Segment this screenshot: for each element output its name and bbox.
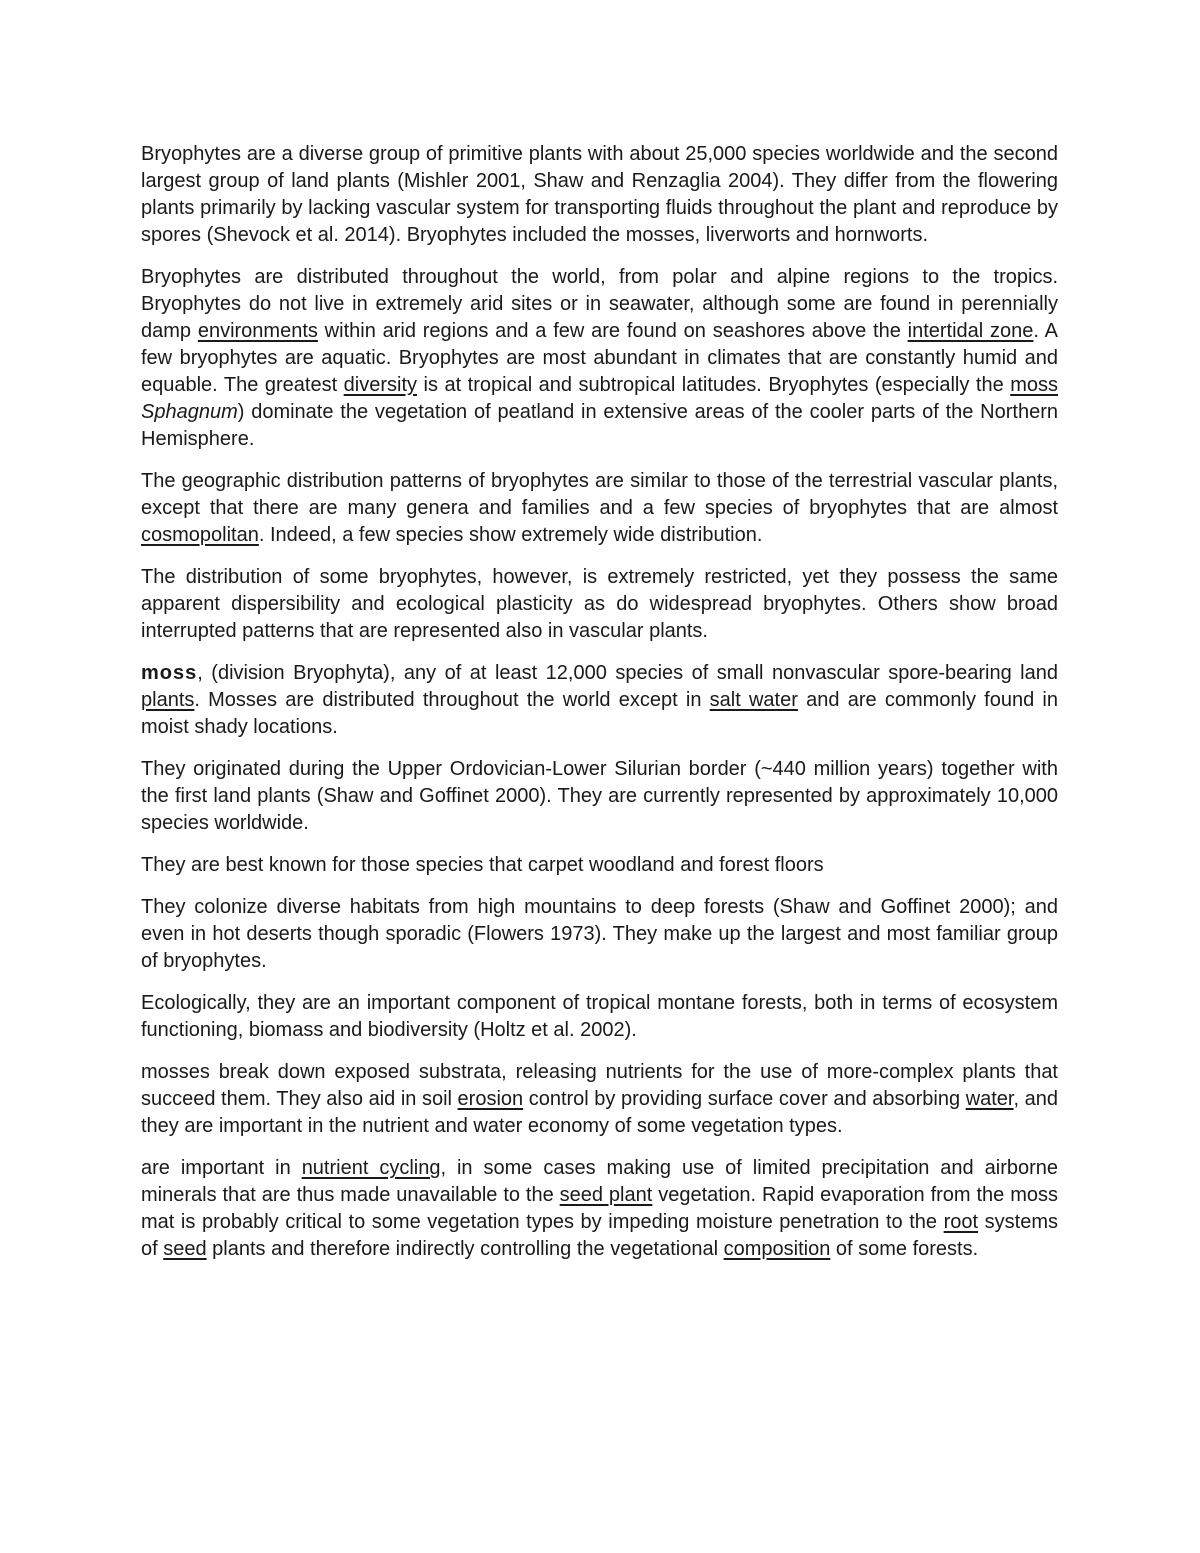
hyperlink[interactable]: intertidal zone — [907, 320, 1034, 342]
text-run: Bryophytes are a diverse group of primitive plants with about 25,000 species worldwide and the second largest group of land plants (Mishler 2001, Shaw and Renzaglia 2004). They differ from the flowering plants primarily by lacking vascular system for transporting fluids throughout the plant and reproduce by spores (Shevock et al. 2014). Bryophytes included the mosses, liverworts and hornworts. — [141, 143, 1058, 246]
paragraph-11 — [141, 1155, 1058, 1263]
hyperlink[interactable]: salt water — [709, 689, 798, 711]
paragraph-9 — [141, 990, 1058, 1044]
text-run: are important in — [141, 1157, 302, 1179]
text-run: . A few bryophytes are aquatic. Bryophytes are most abundant in climates that are constantly humid and equable. The greatest — [141, 320, 1058, 396]
text-run: control by providing surface cover and absorbing — [523, 1088, 966, 1110]
paragraph-5 — [141, 660, 1058, 741]
text-run: , (division Bryophyta), any of at least 12,000 species of small nonvascular spore-bearing land — [197, 662, 1058, 684]
text-run: , in some cases making use of limited precipitation and airborne minerals that are thus made unavailable to the — [141, 1157, 1059, 1206]
paragraph-7 — [141, 852, 1058, 879]
text-run: The geographic distribution patterns of bryophytes are similar to those of the terrestrial vascular plants, except that there are many genera and families and a few species of bryophytes that are almost — [141, 470, 1058, 519]
paragraph-10 — [141, 1059, 1058, 1140]
paragraph-1 — [141, 141, 1058, 249]
italic-term: Sphagnum — [141, 401, 238, 423]
paragraph-3 — [141, 468, 1058, 549]
text-run: . Indeed, a few species show extremely wide distribution. — [258, 524, 763, 546]
text-run: and are commonly found in moist shady locations. — [141, 689, 1058, 738]
hyperlink[interactable]: erosion — [457, 1088, 524, 1110]
text-run: plants and therefore indirectly controlling the vegetational — [206, 1238, 724, 1260]
hyperlink[interactable]: nutrient cycling — [301, 1157, 441, 1179]
text-run: . Mosses are distributed throughout the world except in — [194, 689, 710, 711]
text-run: They are best known for those species that carpet woodland and forest floors — [141, 854, 824, 876]
hyperlink[interactable]: environments — [197, 320, 318, 342]
hyperlink[interactable]: seed plant — [559, 1184, 653, 1206]
hyperlink[interactable]: moss — [1010, 374, 1059, 396]
text-run: mosses break down exposed substrata, releasing nutrients for the use of more-complex plants that succeed them. They also aid in soil — [141, 1061, 1058, 1110]
hyperlink[interactable]: plants — [141, 689, 195, 711]
text-run: They originated during the Upper Ordovician-Lower Silurian border (~440 million years) together with the first land plants (Shaw and Goffinet 2000). They are currently represented by approximately 10,000 species worldwide. — [141, 758, 1058, 834]
text-run: is at tropical and subtropical latitudes. Bryophytes (especially the — [417, 374, 1011, 396]
hyperlink[interactable]: seed — [163, 1238, 207, 1260]
text-run: systems of — [141, 1211, 1058, 1260]
paragraph-6 — [141, 756, 1058, 837]
text-run: Ecologically, they are an important component of tropical montane forests, both in terms of ecosystem functioning, biomass and biodiversity (Holtz et al. 2002). — [141, 992, 1058, 1041]
paragraph-8 — [141, 894, 1058, 975]
hyperlink[interactable]: cosmopolitan — [141, 524, 259, 546]
text-run: vegetation. Rapid evaporation from the moss mat is probably critical to some vegetation types by impeding moisture penetration to the — [141, 1184, 1058, 1233]
bold-term: moss — [141, 662, 198, 684]
text-run: within arid regions and a few are found on seashores above the — [317, 320, 908, 342]
text-run: The distribution of some bryophytes, however, is extremely restricted, yet they possess the same apparent dispersibility and ecological plasticity as do widespread bryophytes. Others show broad interrupted patterns that are represented also in vascular plants. — [141, 566, 1058, 642]
text-run: ) dominate the vegetation of peatland in extensive areas of the cooler parts of the Northern Hemisphere. — [141, 401, 1058, 450]
hyperlink[interactable]: diversity — [343, 374, 418, 396]
text-run: of some forests. — [830, 1238, 979, 1260]
hyperlink[interactable]: water — [965, 1088, 1014, 1110]
paragraph-2 — [141, 264, 1058, 453]
text-run: , and they are important in the nutrient and water economy of some vegetation types. — [141, 1088, 1058, 1137]
text-run: Bryophytes are distributed throughout the world, from polar and alpine regions to the tropics. Bryophytes do not live in extremely arid sites or in seawater, although some are found in perennially damp — [141, 266, 1058, 342]
paragraph-4 — [141, 564, 1058, 645]
document-page — [141, 141, 1058, 1278]
hyperlink[interactable]: composition — [723, 1238, 831, 1260]
document-body — [141, 141, 1058, 1263]
text-run: They colonize diverse habitats from high mountains to deep forests (Shaw and Goffinet 2000); and even in hot deserts though sporadic (Flowers 1973). They make up the largest and most familiar group of bryophytes. — [141, 896, 1058, 972]
hyperlink[interactable]: root — [943, 1211, 979, 1233]
